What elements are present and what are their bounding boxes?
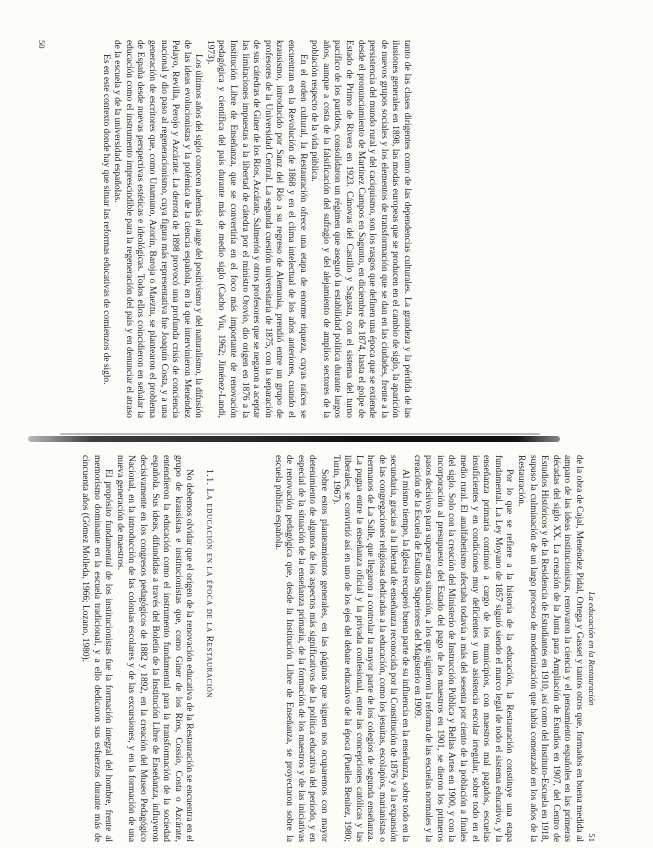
body-paragraph: tanto de las clases dirigentes como de las dependencias culturales. La grandeza y la pérdida de las ilusiones generales en 1898, las modas europeas que se producen en el cambio de siglo, la aparición de nuevos grupos sociales y los elementos de transformación que se dan en las ciudades, frente a la persistencia del mundo rural y del caciquismo, son los rasgos que definen una época que se extiende desde el pronunciamiento de Martínez Campos en Sagunto, en diciembre de 1874, hasta el golpe de Estado de Primo de Rivera en 1923. Cánovas del Castillo y Sagasta, con el sistema del turno pacífico de los partidos, consolidaron un régimen que aseguró la estabilidad política durante largos años, aunque a costa de la falsificación del sufragio y del alejamiento de amplios sectores de la población respecto de la vida pública. <box>309 40 412 418</box>
body-paragraph: Sobre estos planteamientos generales, en las páginas que siguen nos ocuparemos con mayor detenimiento de algunos de los aspectos más significativos de la política educativa del período, y en especial de la situación de la enseñanza primaria, de la formación de los maestros y de las iniciativas de renovación pedagógica que, desde la Institución Libre de Enseñanza, se proyectaron sobre la escuela pública española. <box>272 455 329 842</box>
body-paragraph: Los últimos años del siglo conocen además el auge del positivismo y del naturalismo, la difusión de las ideas evolucionistas y la polémica de la ciencia española, en la que intervinieron Menéndez Pelayo, Revilla, Perojo y Azcárate. La derrota de 1898 provocó una profunda crisis de conciencia nacional y dio paso al regeneracionismo, cuya figura más representativa fue Joaquín Costa, y a una generación de escritores que, como Unamuno, Azorín, Baroja o Maeztu, se plantearon el problema de España desde nuevas perspectivas estéticas e ideológicas. Todos ellos coincidieron en señalar la educación como el instrumento imprescindible para la regeneración del país y en denunciar el atraso de la escuela y de la universidad españolas. <box>112 40 204 418</box>
body-paragraph: de la obra de Cajal, Menéndez Pidal, Ortega y Gasset y tantos otros que, formados en buena medida al amparo de las ideas institucionistas, renovaron la ciencia y el pensamiento españoles en las primeras décadas del siglo XX. La creación de la Junta para Ampliación de Estudios en 1907, del Centro de Estudios Históricos y de la Residencia de Estudiantes en 1910, así como del Instituto-Escuela en 1918, supuso la culminación de un largo proceso de modernización que había comenzado en los años de la Restauración. <box>516 455 584 842</box>
body-paragraph: El propósito fundamental de los institucionistas fue la formación integral del hombre, frente al memorismo dominante en la escuela tradicional, y a ello dedicaron sus esfuerzos durante más de cincuenta años (Gómez Molleda, 1966; Lozano, 1980). <box>80 455 114 842</box>
section-text-after <box>55 455 194 842</box>
page-number: 51 <box>587 833 597 842</box>
page-number: 50 <box>37 40 48 49</box>
body-paragraph: No debemos olvidar que el origen de la renovación educativa de la Restauración se encuentra en el grupo de krausistas e institucionistas que, como Giner de los Ríos, Cossío, Costa o Azcárate, entendieron la educación como el instrumento fundamental para la transformación de la sociedad española. Sus ideas, difundidas a través del Boletín de la Institución Libre de Enseñanza, influyeron decisivamente en los congresos pedagógicos de 1882 y 1892, en la creación del Museo Pedagógico Nacional, en la introducción de las colonias escolares y de las excursiones, y en la formación de una nueva generación de maestros. <box>114 455 195 842</box>
section-text-before <box>224 455 584 842</box>
body-paragraph: Al mismo tiempo, la Iglesia recuperó buena parte de su influencia en la enseñanza, sobre todo en la secundaria, gracias a la libertad de enseñanza reconocida por la Constitución de 1876 y a la expansión de las congregaciones religiosas dedicadas a la educación, como los jesuitas, escolapios, marianistas o hermanos de La Salle, que llegaron a controlar la mayor parte de los colegios de segunda enseñanza. La pugna entre la enseñanza oficial y la privada confesional, entre las concepciones católicas y las liberales, se convirtió así en uno de los ejes del debate educativo de la época (Puelles Benítez, 1980; Turin, 1967). <box>330 455 411 842</box>
book-gutter-shadow <box>28 436 560 442</box>
left-page <box>35 40 412 418</box>
page-footer <box>35 40 48 418</box>
right-page <box>45 455 598 842</box>
running-head: La educación en la Restauración <box>587 591 597 706</box>
body-paragraph: En el orden cultural, la Restauración ofrece una etapa de enorme riqueza, cuyas raíces se encuentran en la Revolución de 1868 y en el clima intelectual de los años anteriores, cuando el krausismo, introducido por Sanz del Río a su regreso de Alemania, prendió entre un grupo de profesores de la Universidad Central. La segunda cuestión universitaria de 1875, con la separación de sus cátedras de Giner de los Ríos, Azcárate, Salmerón y otros profesores que se negaron a aceptar las limitaciones impuestas a la libertad de cátedra por el ministro Orovio, dio origen en 1876 a la Institución Libre de Enseñanza, que se convertiría en el foco más importante de renovación pedagógica y científica del país durante más de medio siglo (Cacho Viu, 1962; Jiménez-Landi, 1973). <box>204 40 308 418</box>
section-heading: 1.1. La educación en la época de la Restauración <box>204 469 215 699</box>
body-paragraph: Es en este contexto donde hay que situar las reformas educativas de comienzos de siglo. <box>100 54 111 385</box>
body-paragraph: Por lo que se refiere a la historia de la educación, la Restauración constituye una etapa fundamental. La Ley Moyano de 1857 siguió siendo el marco legal de todo el sistema educativo, y la enseñanza primaria continuó a cargo de los municipios, con maestros mal pagados, escuelas insuficientes y en condiciones muy deficientes y una asistencia escolar irregular, sobre todo en el medio rural. El analfabetismo afectaba todavía a más del sesenta por ciento de la población a finales del siglo. Solo con la creación del Ministerio de Instrucción Pública y Bellas Artes en 1900, y con la incorporación al presupuesto del Estado del pago de los maestros en 1901, se dieron los primeros pasos decisivos para superar esta situación, a los que siguieron la reforma de las escuelas normales y la creación de la Escuela de Estudios Superiores del Magisterio en 1909. <box>411 455 515 842</box>
gutter-shadow-edge <box>60 433 540 435</box>
running-header <box>584 455 598 842</box>
left-page-body <box>52 40 412 418</box>
